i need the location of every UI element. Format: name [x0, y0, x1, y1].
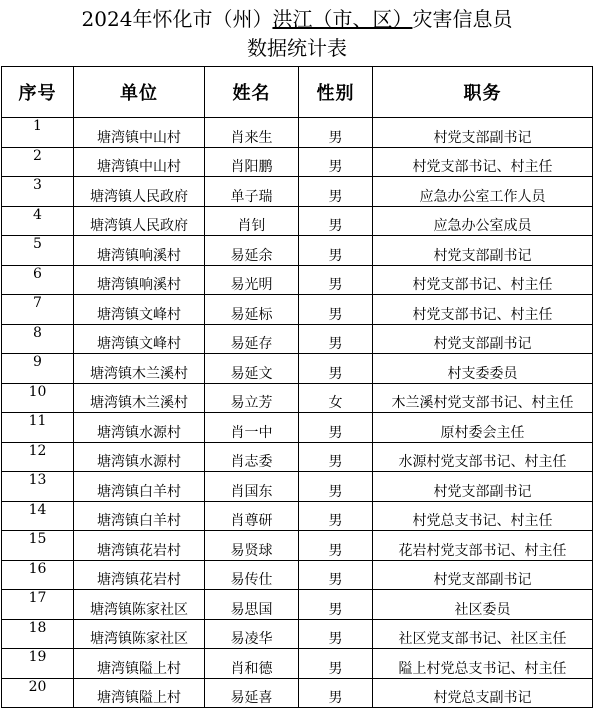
cell-name: 易传仕	[205, 560, 299, 590]
cell-duty: 村党支部副书记	[373, 472, 593, 502]
cell-unit: 塘湾镇文峰村	[74, 324, 205, 354]
cell-name: 易凌华	[205, 619, 299, 649]
cell-duty: 原村委会主任	[373, 413, 593, 443]
cell-duty: 村党支部副书记	[373, 236, 593, 266]
cell-gender: 男	[299, 265, 373, 295]
cell-no: 1	[2, 118, 74, 148]
cell-duty: 村党总支副书记	[373, 678, 593, 708]
cell-gender: 男	[299, 118, 373, 148]
cell-no: 7	[2, 295, 74, 325]
table-row	[2, 354, 593, 384]
cell-gender: 男	[299, 649, 373, 679]
cell-duty: 村党支部书记、村主任	[373, 265, 593, 295]
cell-no: 6	[2, 265, 74, 295]
cell-gender: 男	[299, 354, 373, 384]
cell-no: 19	[2, 649, 74, 679]
cell-duty: 水源村党支部书记、村主任	[373, 442, 593, 472]
cell-no: 12	[2, 442, 74, 472]
cell-no: 16	[2, 560, 74, 590]
cell-unit: 塘湾镇响溪村	[74, 236, 205, 266]
cell-no: 13	[2, 472, 74, 502]
cell-name: 单子瑞	[205, 177, 299, 207]
table-row	[2, 206, 593, 236]
document-title	[0, 0, 594, 66]
cell-no: 20	[2, 678, 74, 708]
table-row	[2, 472, 593, 502]
cell-name: 易贤球	[205, 531, 299, 561]
cell-duty: 应急办公室成员	[373, 206, 593, 236]
cell-gender: 男	[299, 472, 373, 502]
table-row	[2, 324, 593, 354]
table-row	[2, 678, 593, 708]
cell-no: 18	[2, 619, 74, 649]
column-header-duty: 职务	[373, 67, 593, 118]
table-row	[2, 649, 593, 679]
cell-name: 易立芳	[205, 383, 299, 413]
cell-duty: 隘上村党总支书记、村主任	[373, 649, 593, 679]
cell-name: 易延标	[205, 295, 299, 325]
table-row	[2, 383, 593, 413]
cell-unit: 塘湾镇陈家社区	[74, 619, 205, 649]
cell-gender: 男	[299, 590, 373, 620]
cell-duty: 村支委委员	[373, 354, 593, 384]
cell-name: 易延余	[205, 236, 299, 266]
table-row	[2, 295, 593, 325]
roster-table	[1, 66, 593, 708]
table-row	[2, 442, 593, 472]
cell-unit: 塘湾镇白羊村	[74, 472, 205, 502]
cell-unit: 塘湾镇隘上村	[74, 678, 205, 708]
table-row	[2, 177, 593, 207]
cell-duty: 村党支部书记、村主任	[373, 147, 593, 177]
cell-unit: 塘湾镇隘上村	[74, 649, 205, 679]
cell-unit: 塘湾镇响溪村	[74, 265, 205, 295]
cell-unit: 塘湾镇木兰溪村	[74, 354, 205, 384]
cell-gender: 男	[299, 442, 373, 472]
cell-duty: 社区党支部书记、社区主任	[373, 619, 593, 649]
cell-gender: 男	[299, 295, 373, 325]
cell-gender: 男	[299, 177, 373, 207]
table-row	[2, 619, 593, 649]
cell-name: 易延文	[205, 354, 299, 384]
cell-no: 17	[2, 590, 74, 620]
cell-duty: 村党支部副书记	[373, 118, 593, 148]
cell-no: 9	[2, 354, 74, 384]
cell-no: 15	[2, 531, 74, 561]
header-row	[2, 67, 593, 118]
cell-name: 易思国	[205, 590, 299, 620]
cell-unit: 塘湾镇文峰村	[74, 295, 205, 325]
title-suffix: 灾害信息员	[412, 7, 513, 31]
table-row	[2, 236, 593, 266]
cell-name: 肖尊研	[205, 501, 299, 531]
cell-gender: 男	[299, 678, 373, 708]
cell-duty: 应急办公室工作人员	[373, 177, 593, 207]
table-row	[2, 531, 593, 561]
column-header-unit: 单位	[74, 67, 205, 118]
table-row	[2, 118, 593, 148]
cell-gender: 男	[299, 324, 373, 354]
cell-gender: 男	[299, 531, 373, 561]
cell-unit: 塘湾镇白羊村	[74, 501, 205, 531]
title-line-1	[0, 5, 594, 33]
cell-duty: 花岩村党支部书记、村主任	[373, 531, 593, 561]
cell-duty: 木兰溪村党支部书记、村主任	[373, 383, 593, 413]
table-body	[2, 118, 593, 708]
cell-no: 2	[2, 147, 74, 177]
cell-gender: 男	[299, 236, 373, 266]
column-header-name: 姓名	[205, 67, 299, 118]
cell-name: 易延喜	[205, 678, 299, 708]
cell-no: 8	[2, 324, 74, 354]
cell-gender: 男	[299, 147, 373, 177]
cell-no: 10	[2, 383, 74, 413]
cell-gender: 男	[299, 501, 373, 531]
cell-name: 肖和德	[205, 649, 299, 679]
cell-gender: 男	[299, 619, 373, 649]
title-line-2: 数据统计表	[247, 36, 347, 60]
cell-name: 肖钊	[205, 206, 299, 236]
cell-name: 易光明	[205, 265, 299, 295]
cell-name: 肖志委	[205, 442, 299, 472]
table-row	[2, 265, 593, 295]
column-header-no: 序号	[2, 67, 74, 118]
cell-unit: 塘湾镇人民政府	[74, 206, 205, 236]
table-row	[2, 413, 593, 443]
table-header	[2, 67, 593, 118]
cell-no: 14	[2, 501, 74, 531]
column-header-gender: 性别	[299, 67, 373, 118]
cell-unit: 塘湾镇陈家社区	[74, 590, 205, 620]
cell-duty: 村党总支书记、村主任	[373, 501, 593, 531]
title-underlined-region: 洪江（市、区）	[272, 7, 413, 31]
cell-name: 肖一中	[205, 413, 299, 443]
cell-name: 肖阳鹏	[205, 147, 299, 177]
cell-unit: 塘湾镇花岩村	[74, 560, 205, 590]
cell-gender: 男	[299, 560, 373, 590]
cell-unit: 塘湾镇木兰溪村	[74, 383, 205, 413]
cell-unit: 塘湾镇中山村	[74, 118, 205, 148]
cell-name: 易延存	[205, 324, 299, 354]
cell-no: 3	[2, 177, 74, 207]
cell-unit: 塘湾镇水源村	[74, 413, 205, 443]
cell-gender: 男	[299, 413, 373, 443]
cell-unit: 塘湾镇花岩村	[74, 531, 205, 561]
cell-name: 肖来生	[205, 118, 299, 148]
table-row	[2, 501, 593, 531]
cell-unit: 塘湾镇人民政府	[74, 177, 205, 207]
title-prefix: 2024年怀化市（州）	[81, 7, 273, 31]
cell-duty: 村党支部副书记	[373, 560, 593, 590]
table-row	[2, 590, 593, 620]
cell-duty: 社区委员	[373, 590, 593, 620]
cell-unit: 塘湾镇水源村	[74, 442, 205, 472]
cell-no: 5	[2, 236, 74, 266]
cell-no: 11	[2, 413, 74, 443]
table-row	[2, 147, 593, 177]
cell-gender: 男	[299, 206, 373, 236]
cell-duty: 村党支部书记、村主任	[373, 295, 593, 325]
cell-duty: 村党支部副书记	[373, 324, 593, 354]
table-row	[2, 560, 593, 590]
cell-gender: 女	[299, 383, 373, 413]
cell-no: 4	[2, 206, 74, 236]
cell-name: 肖国东	[205, 472, 299, 502]
cell-unit: 塘湾镇中山村	[74, 147, 205, 177]
